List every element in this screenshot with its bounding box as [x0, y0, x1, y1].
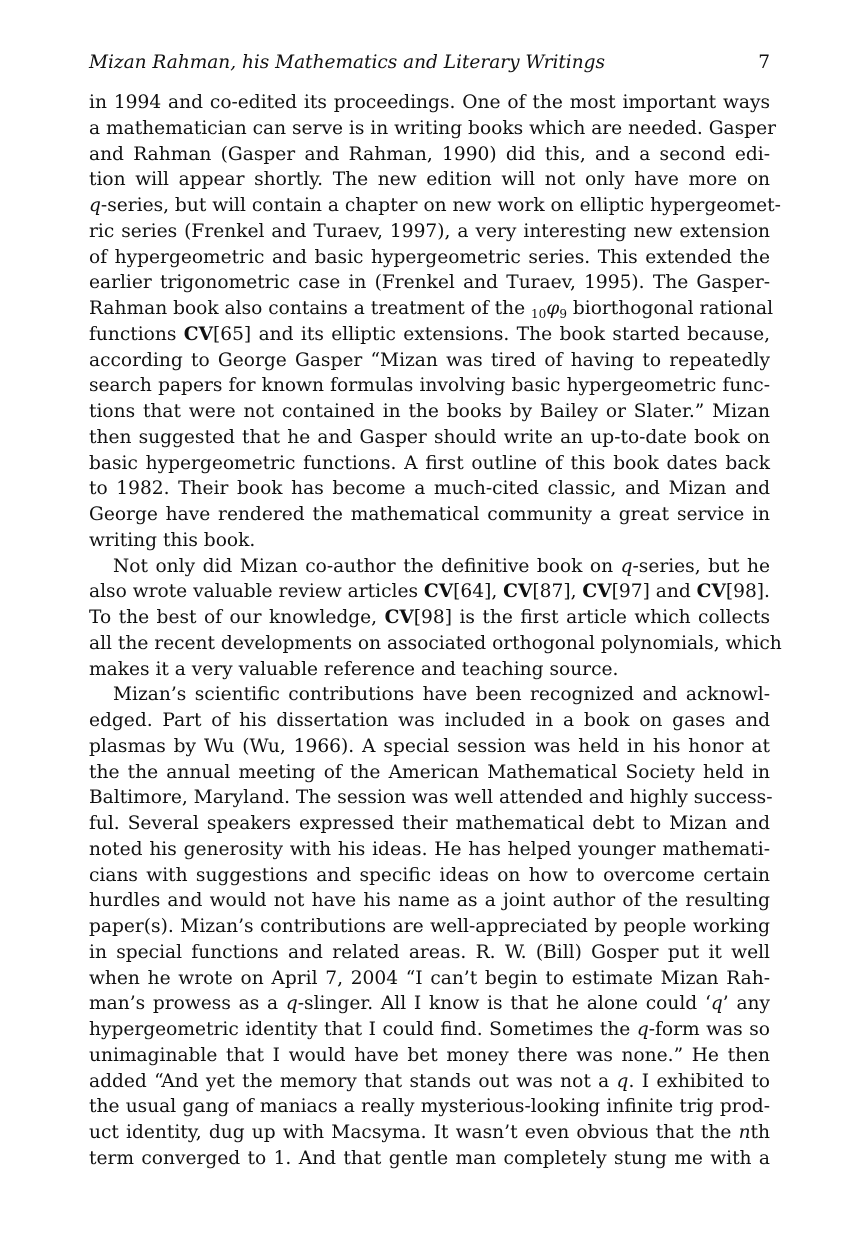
text-line	[89, 142, 770, 168]
text-segment: biorthogonal rational	[566, 298, 774, 319]
text-line	[89, 116, 776, 142]
text-segment: earlier trigonometric case in (Frenkel and Turaev, 1995). The Gasper-	[89, 272, 770, 294]
text-segment: according to George Gasper “Mizan was tired of having to repeatedly	[89, 349, 770, 371]
text-segment: -form was so	[648, 1019, 771, 1040]
text-segment: all the recent developments on associated orthogonal polynomials, which	[89, 632, 782, 654]
text-segment: the the annual meeting of the American Mathematical Society held in	[89, 761, 770, 783]
text-segment: q	[616, 1070, 629, 1092]
text-segment: search papers for known formulas involving basic hypergeometric func-	[89, 375, 770, 397]
text-segment: added “And yet the memory that stands out was not a	[89, 1070, 617, 1092]
text-line	[89, 837, 770, 863]
text-segment: basic hypergeometric functions. A first outline of this book dates back	[89, 452, 770, 474]
text-line	[89, 1094, 770, 1120]
text-line	[89, 1069, 770, 1095]
text-segment: also wrote valuable review articles	[89, 581, 424, 603]
text-segment: -series, but he	[632, 555, 770, 577]
text-segment: ’ any	[722, 993, 771, 1015]
text-segment: ful. Several speakers expressed their mathematical debt to Mizan and	[89, 813, 770, 834]
text-segment: th	[750, 1122, 770, 1143]
text-segment: tions that were not contained in the books by Bailey or Slater.” Mizan	[89, 401, 770, 422]
text-line	[89, 657, 770, 683]
text-segment: a mathematician can serve is in writing books which are needed. Gasper	[89, 117, 776, 139]
text-line	[89, 399, 770, 425]
text-segment: term converged to 1. And that gentle man completely stung me with a	[89, 1147, 770, 1169]
text-segment: Baltimore, Maryland. The session was well attended and highly success-	[89, 787, 773, 809]
text-line	[89, 734, 770, 760]
text-segment: n	[738, 1122, 751, 1143]
text-segment: [97] and	[611, 581, 697, 603]
text-line	[89, 708, 770, 734]
text-line	[89, 554, 770, 580]
text-segment: writing this book.	[89, 529, 256, 551]
text-line	[89, 193, 781, 219]
text-line	[89, 1017, 770, 1043]
text-segment: Rahman book also contains a treatment of the	[89, 298, 532, 319]
text-line	[89, 1146, 770, 1172]
text-line	[89, 811, 770, 837]
text-segment: the usual gang of maniacs a really mysterious-looking infinite trig prod-	[89, 1096, 770, 1118]
text-line	[89, 888, 770, 914]
subscript: 10	[531, 307, 547, 321]
text-segment: cians with suggestions and specific ideas on how to overcome certain	[89, 864, 770, 886]
citation-label: CV	[503, 581, 533, 603]
text-segment: paper(s). Mizan’s contributions are well-appreciated by people working	[89, 916, 770, 937]
text-line	[89, 863, 770, 889]
text-line	[89, 296, 774, 322]
text-segment: . I exhibited to	[628, 1070, 770, 1092]
text-segment: and Rahman (Gasper and Rahman, 1990) did this, and a second edi-	[89, 143, 770, 165]
text-segment: hurdles and would not have his name as a joint author of the resulting	[89, 890, 770, 912]
running-title: Mizan Rahman, his Mathematics and Literary Writings	[89, 52, 605, 73]
citation-label: CV	[582, 581, 612, 603]
text-segment: Mizan’s scientific contributions have been recognized and acknowl-	[113, 684, 770, 706]
text-segment: [98].	[725, 581, 770, 603]
text-line	[89, 270, 770, 296]
running-header	[89, 52, 770, 78]
citation-label: CV	[696, 581, 726, 603]
text-line	[89, 940, 770, 966]
text-segment: edged. Part of his dissertation was included in a book on gases and	[89, 710, 770, 731]
text-segment: q	[89, 195, 101, 216]
text-segment: hypergeometric identity that I could find. Sometimes the	[89, 1019, 637, 1040]
text-segment: then suggested that he and Gasper should write an up-to-date book on	[89, 426, 770, 448]
text-segment: unimaginable that I would have bet money there was none.” He then	[89, 1044, 770, 1066]
text-segment: in 1994 and co-edited its proceedings. One of the most important ways	[89, 92, 770, 113]
text-line	[89, 1120, 770, 1146]
text-segment: φ	[546, 298, 560, 319]
text-line	[89, 373, 770, 399]
text-line	[89, 914, 770, 940]
text-segment: [98] is the first article which collects	[413, 607, 770, 628]
citation-label: CV	[183, 323, 214, 345]
text-segment: [65] and its elliptic extensions. The book started because,	[213, 323, 770, 345]
text-segment: [87],	[532, 581, 583, 603]
text-line	[89, 322, 770, 348]
text-segment: q	[620, 555, 633, 577]
text-segment: George have rendered the mathematical community a great service in	[89, 504, 770, 525]
text-line	[89, 476, 770, 502]
text-segment: q	[636, 1019, 649, 1040]
text-line	[89, 348, 770, 374]
text-line	[89, 219, 770, 245]
text-segment: To the best of our knowledge,	[89, 607, 385, 628]
text-segment: -series, but will contain a chapter on new work on elliptic hypergeomet-	[100, 195, 781, 216]
body-text	[89, 90, 782, 1172]
text-line	[89, 451, 770, 477]
text-line	[89, 425, 770, 451]
text-segment: q	[710, 993, 723, 1015]
text-line	[89, 991, 770, 1017]
citation-label: CV	[384, 607, 414, 628]
text-segment: Not only did Mizan co-author the definitive book on	[113, 555, 621, 577]
text-line	[89, 167, 770, 193]
page-number: 7	[758, 52, 770, 73]
text-segment: -slinger. All I know is that he alone could ‘	[297, 993, 711, 1015]
text-line	[89, 579, 770, 605]
text-line	[89, 760, 770, 786]
text-line	[89, 90, 770, 116]
text-line	[89, 682, 770, 708]
text-segment: uct identity, dug up with Macsyma. It wasn’t even obvious that the	[89, 1122, 739, 1143]
text-segment: tion will appear shortly. The new edition will not only have more on	[89, 169, 770, 191]
text-segment: of hypergeometric and basic hypergeometric series. This extended the	[89, 246, 770, 268]
text-line	[89, 528, 770, 554]
text-segment: to 1982. Their book has become a much-cited classic, and Mizan and	[89, 478, 770, 500]
text-line	[89, 785, 773, 811]
text-segment: plasmas by Wu (Wu, 1966). A special session was held in his honor at	[89, 735, 770, 757]
text-line	[89, 245, 770, 271]
text-segment: in special functions and related areas. R. W. (Bill) Gosper put it well	[89, 941, 770, 963]
text-segment: makes it a very valuable reference and teaching source.	[89, 658, 619, 680]
text-line	[89, 502, 770, 528]
text-line	[89, 1043, 770, 1069]
text-segment: noted his generosity with his ideas. He has helped younger mathemati-	[89, 838, 770, 860]
subscript: 9	[559, 307, 567, 321]
text-segment: [64],	[453, 581, 504, 603]
text-line	[89, 631, 782, 657]
citation-label: CV	[423, 581, 454, 603]
text-segment: q	[285, 993, 298, 1015]
text-line	[89, 966, 770, 992]
text-segment: ric series (Frenkel and Turaev, 1997), a very interesting new extension	[89, 220, 770, 242]
text-segment: man’s prowess as a	[89, 993, 286, 1015]
text-segment: when he wrote on April 7, 2004 “I can’t begin to estimate Mizan Rah-	[89, 967, 770, 989]
text-segment: functions	[89, 323, 184, 345]
text-line	[89, 605, 770, 631]
